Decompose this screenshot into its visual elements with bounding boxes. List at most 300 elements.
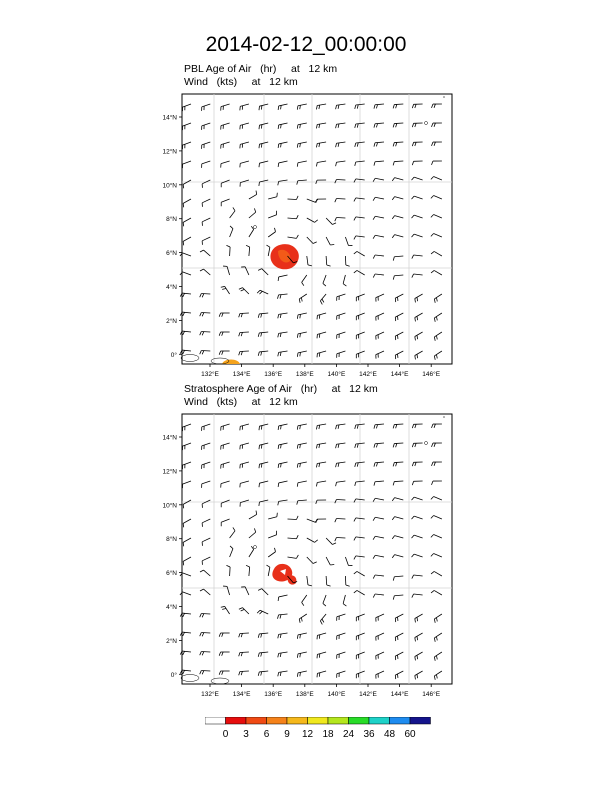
wind-barb [230, 546, 233, 557]
wind-barb [239, 652, 249, 656]
wind-barb [258, 671, 268, 676]
colorbar-swatch [390, 717, 411, 724]
wind-barb [240, 142, 249, 148]
wind-barb [316, 462, 326, 467]
wind-barb [297, 481, 307, 487]
wind-barb [259, 424, 268, 430]
wind-barb [317, 652, 326, 658]
wind-barb [356, 614, 364, 621]
wind-barb [278, 275, 287, 281]
wind-barb [323, 275, 326, 286]
wind-barb [297, 652, 306, 658]
wind-barb [259, 161, 268, 167]
wind-barb [278, 671, 288, 676]
wind-barb [221, 500, 229, 507]
wind-barb [395, 614, 403, 622]
wind-barb [345, 237, 352, 246]
wind-barb [412, 575, 423, 579]
wind-barb [239, 608, 249, 614]
wind-barb [268, 228, 275, 237]
colorbar-label: 9 [284, 729, 290, 740]
wind-barb [345, 576, 349, 586]
colorbar-swatch [328, 717, 349, 724]
wind-barb [356, 351, 364, 358]
colorbar-label: 48 [383, 729, 396, 740]
wind-barb [415, 614, 423, 622]
wind-barb [317, 671, 326, 677]
wind-barb [183, 500, 191, 508]
y-tick-label: 12°N [162, 148, 177, 156]
wind-barb [393, 576, 403, 581]
wind-barb [299, 294, 307, 303]
wind-barb [431, 176, 442, 180]
colorbar-swatch [246, 717, 267, 724]
wind-barb [393, 424, 403, 428]
x-tick-label: 132°E [201, 691, 219, 698]
wind-barb [226, 565, 230, 576]
wind-barb [259, 481, 268, 487]
wind-barb [268, 548, 275, 557]
colorbar-label: 36 [363, 729, 375, 740]
wind-barb [202, 481, 211, 488]
wind-barb [317, 351, 326, 357]
wind-barb [202, 500, 210, 508]
wind-barb [335, 500, 346, 504]
wind-barb [373, 235, 384, 238]
wind-barb [412, 516, 423, 519]
wind-barb [316, 519, 326, 523]
wind-barb [431, 195, 442, 199]
wind-barb [354, 198, 365, 202]
coastline [181, 675, 199, 682]
wind-barb [412, 255, 423, 259]
y-tick-label: 12°N [162, 468, 177, 476]
wind-barb [182, 123, 191, 130]
wind-barb [258, 351, 268, 356]
wind-barb [335, 538, 346, 542]
wind-barb [412, 142, 422, 146]
wind-barb [258, 589, 268, 595]
wind-barb [200, 671, 211, 675]
wind-barb [219, 652, 229, 656]
wind-barb [200, 332, 211, 336]
y-tick-label: 4°N [166, 604, 177, 611]
wind-barb [343, 275, 346, 286]
wind-barb [200, 313, 211, 317]
wind-barb [412, 177, 423, 180]
wind-barb [374, 161, 384, 166]
wind-barb [200, 633, 211, 637]
colorbar-swatch [205, 717, 226, 724]
wind-barb [335, 218, 346, 222]
wind-barb [278, 123, 287, 129]
wind-barb [278, 595, 287, 601]
wind-barb [373, 216, 384, 219]
wind-barb [337, 614, 346, 621]
wind-barb [230, 207, 235, 218]
wind-barb [246, 565, 250, 576]
wind-barb [200, 570, 210, 576]
wind-barb [434, 633, 442, 642]
colorbar-label: 12 [301, 729, 314, 740]
wind-barb [374, 104, 384, 109]
wind-barb [202, 123, 211, 130]
wind-barb [412, 535, 423, 538]
wind-barb [246, 245, 250, 256]
wind-barb [326, 218, 336, 224]
wind-barb [221, 481, 230, 488]
wind-barb [356, 332, 364, 339]
colorbar-swatch [369, 717, 390, 724]
wind-barb [200, 652, 211, 656]
wind-barb [412, 497, 423, 500]
wind-barb [415, 294, 423, 302]
wind-barb [376, 633, 384, 641]
wind-barb [278, 652, 288, 657]
wind-barb [354, 571, 365, 576]
wind-barb [415, 313, 423, 321]
wind-barb [239, 332, 249, 336]
wind-barb [316, 424, 326, 429]
wind-barb [258, 652, 268, 657]
colorbar-label: 60 [404, 729, 416, 740]
colorbar-swatch [267, 717, 288, 724]
wind-barb [393, 595, 403, 600]
map-frame [182, 414, 452, 684]
panel1-field-label: PBL Age of Air (hr) at 12 km [184, 63, 338, 75]
wind-barb [376, 294, 384, 302]
wind-barb [202, 142, 211, 149]
wind-barb [240, 161, 249, 167]
colorbar-swatch [308, 717, 329, 724]
wind-barb [434, 332, 442, 341]
wind-barb [432, 424, 442, 428]
wind-barb [316, 199, 326, 203]
calm-marker: ° [443, 96, 445, 102]
wind-barb [183, 237, 191, 245]
wind-barb [431, 553, 442, 557]
wind-barb [374, 443, 384, 448]
wind-barb [395, 633, 403, 641]
wind-barb [326, 538, 336, 544]
wind-barb [393, 275, 403, 280]
y-tick-label: 10°N [162, 502, 177, 510]
wind-barb [356, 294, 364, 301]
wind-barb [239, 671, 249, 675]
wind-barb [258, 269, 268, 275]
y-tick-label: 8°N [166, 216, 177, 224]
wind-barb [297, 671, 306, 677]
wind-barb [373, 555, 384, 558]
wind-barb [202, 424, 211, 431]
wind-barb [373, 498, 384, 501]
wind-barb [200, 351, 211, 355]
wind-barb [343, 595, 346, 606]
wind-barb [412, 161, 422, 165]
wind-barb [317, 313, 326, 319]
wind-barb [278, 481, 287, 487]
wind-barb [316, 123, 326, 128]
wind-barb [257, 610, 268, 614]
wind-barb [258, 313, 268, 318]
wind-barb [202, 462, 211, 469]
wind-barb [316, 142, 326, 147]
wind-barb [393, 104, 403, 108]
wind-barb [249, 208, 256, 218]
wind-barb [299, 614, 307, 623]
wind-barb [412, 104, 422, 108]
wind-barb [412, 196, 423, 199]
wind-barb [335, 519, 346, 523]
wind-barb [183, 519, 191, 527]
wind-barb [230, 527, 235, 538]
x-tick-label: 140°E [327, 691, 346, 698]
wind-barb [337, 652, 346, 659]
coastline [181, 355, 199, 362]
colorbar-label: 24 [342, 729, 355, 740]
wind-barb [431, 515, 442, 519]
y-tick-label: 6°N [166, 250, 177, 258]
wind-barb [412, 443, 422, 447]
wind-barb [434, 351, 442, 360]
wind-barb [278, 332, 288, 337]
wind-barb [392, 235, 403, 238]
wind-barb [221, 180, 229, 187]
wind-barb [221, 424, 230, 431]
wind-barb [395, 671, 403, 679]
wind-barb [183, 538, 191, 546]
wind-barb [240, 462, 249, 468]
wind-barb [431, 214, 442, 218]
wind-barb [345, 256, 349, 266]
wind-barb [337, 351, 346, 358]
wind-barb [302, 595, 307, 606]
wind-barb [415, 351, 423, 359]
wind-barb [240, 104, 249, 110]
wind-barb [221, 443, 230, 450]
wind-barb [200, 294, 211, 298]
wind-barb [249, 528, 256, 538]
wind-barb [376, 671, 384, 679]
y-tick-label: 8°N [166, 536, 177, 544]
wind-barb [297, 351, 306, 357]
wind-barb [412, 554, 423, 557]
wind-barb [297, 443, 307, 449]
wind-barb [376, 351, 384, 359]
wind-barb [219, 332, 229, 336]
y-tick-label: 0° [170, 351, 177, 359]
map-frame [182, 94, 452, 364]
wind-barb [376, 614, 384, 622]
wind-barb [182, 481, 191, 488]
wind-barb [393, 256, 403, 261]
wind-barb [278, 180, 288, 185]
wind-barb [317, 332, 326, 338]
wind-barb [182, 142, 191, 149]
wind-barb [288, 516, 299, 520]
wind-barb [183, 557, 191, 565]
wind-barb [354, 590, 365, 595]
wind-barb [268, 513, 277, 519]
wind-barb [202, 218, 210, 226]
wind-barb [373, 536, 384, 539]
wind-barb [182, 462, 191, 469]
wind-barb [288, 215, 299, 219]
wind-barb [356, 633, 364, 640]
wind-barb [412, 123, 422, 127]
wind-barb [278, 104, 287, 110]
wind-barb [240, 500, 249, 507]
wind-barb [354, 217, 365, 221]
wind-barb [326, 557, 334, 565]
wind-barb [219, 633, 229, 637]
coastline [254, 226, 257, 229]
wind-barb [412, 594, 423, 598]
x-tick-label: 142°E [359, 691, 377, 698]
wind-barb [278, 351, 288, 356]
wind-barb [249, 226, 254, 237]
y-tick-label: 2°N [166, 317, 177, 325]
coastline [254, 546, 257, 549]
wind-barb [219, 351, 229, 355]
wind-barb [320, 294, 326, 304]
wind-barb [240, 481, 249, 487]
wind-barb [317, 633, 326, 639]
wind-barb [392, 197, 403, 200]
wind-barb [249, 191, 257, 199]
colorbar-label: 18 [322, 729, 334, 740]
colorbar-label: 3 [243, 729, 249, 740]
wind-barb [200, 614, 211, 618]
wind-barb [202, 519, 210, 527]
wind-barb [223, 266, 230, 275]
wind-barb [393, 142, 403, 146]
map-panel-pbl-age [150, 92, 470, 392]
wind-barb [221, 606, 230, 614]
x-tick-label: 132°E [201, 371, 219, 378]
wind-barb [239, 288, 249, 294]
wind-barb [432, 443, 442, 447]
wind-barb [297, 633, 306, 639]
wind-barb [221, 462, 230, 469]
wind-barb [183, 180, 191, 188]
wind-barb [240, 424, 249, 430]
wind-barb [337, 332, 346, 339]
wind-barb [297, 313, 306, 319]
wind-barb [434, 294, 442, 303]
y-tick-label: 6°N [166, 570, 177, 578]
wind-barb [297, 462, 307, 468]
wind-barb [415, 633, 423, 641]
wind-barb [354, 556, 365, 560]
wind-barb [373, 255, 384, 259]
y-tick-label: 2°N [166, 637, 177, 645]
wind-barb [356, 671, 364, 678]
wind-barb [393, 481, 403, 485]
wind-barb [268, 211, 276, 218]
wind-barb [278, 313, 288, 318]
page-title: 2014-02-12_00:00:00 [205, 33, 407, 56]
wind-barb [395, 652, 403, 660]
wind-barb [412, 462, 422, 466]
wind-barb [259, 443, 268, 449]
wind-barb [326, 576, 330, 586]
wind-barb [297, 104, 307, 110]
calm-marker: ° [443, 416, 445, 422]
wind-barb [374, 462, 384, 467]
wind-barb [432, 123, 442, 127]
y-tick-label: 4°N [166, 284, 177, 291]
wind-barb [200, 250, 210, 256]
wind-barb [432, 462, 442, 466]
wind-barb [374, 142, 384, 147]
wind-barb [223, 586, 230, 595]
wind-barb [392, 517, 403, 520]
wind-barb [316, 481, 326, 486]
wind-barb [392, 216, 403, 219]
panel2-field-label: Stratosphere Age of Air (hr) at 12 km [184, 383, 378, 395]
wind-barb [202, 161, 211, 168]
wind-barb [239, 351, 249, 355]
wind-barb [226, 245, 230, 256]
wind-barb [297, 332, 306, 338]
wind-barb [278, 633, 288, 638]
wind-barb [202, 104, 211, 111]
wind-barb [392, 555, 403, 558]
wind-barb [336, 424, 346, 429]
wind-barb [337, 633, 346, 640]
wind-barb [183, 218, 191, 226]
wind-barb [336, 123, 346, 128]
wind-barb [393, 443, 403, 447]
wind-barb [336, 161, 346, 166]
wind-barb [278, 424, 287, 430]
x-tick-label: 136°E [264, 691, 283, 698]
wind-barb [336, 443, 346, 448]
wind-barb [354, 236, 365, 240]
wind-barb [395, 332, 403, 340]
colorbar-swatch [410, 717, 431, 724]
wind-barb [373, 178, 384, 181]
wind-barb [182, 424, 191, 431]
wind-barb [257, 290, 268, 294]
wind-barb [412, 424, 422, 428]
wind-barb [230, 226, 233, 237]
wind-barb [202, 557, 210, 565]
wind-barb [393, 462, 403, 466]
wind-barb [288, 235, 299, 238]
wind-barb [259, 123, 268, 129]
wind-barb [266, 565, 269, 576]
wind-barb [249, 511, 257, 519]
wind-barb [278, 614, 288, 619]
wind-barb [336, 462, 346, 467]
wind-barb [345, 557, 352, 566]
wind-barb [336, 142, 346, 147]
wind-barb [278, 500, 288, 505]
x-tick-label: 138°E [295, 691, 314, 698]
x-tick-label: 138°E [295, 371, 314, 378]
wind-barb [323, 595, 326, 606]
wind-barb [354, 518, 365, 522]
wind-barb [240, 180, 249, 187]
wind-barb [431, 233, 442, 237]
x-tick-label: 144°E [390, 691, 409, 698]
wind-barb [278, 443, 287, 449]
wind-barb [432, 142, 442, 146]
x-tick-label: 146°E [422, 371, 441, 378]
wind-barb [240, 123, 249, 129]
